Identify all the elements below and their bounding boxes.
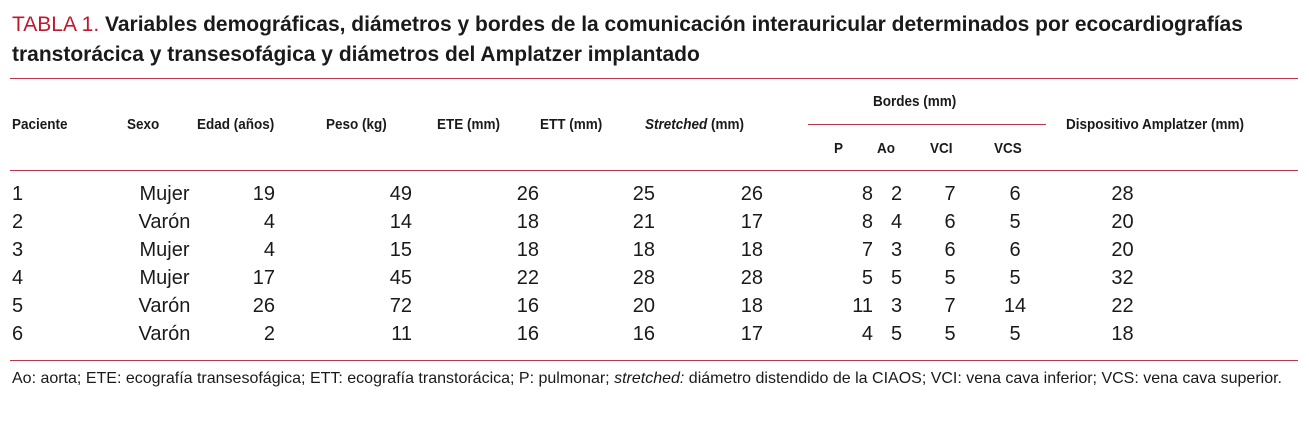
cell-edad: 4 — [263, 239, 275, 261]
cell-stretched: 28 — [740, 267, 763, 289]
header-edad: Edad (años) — [197, 116, 275, 133]
cell-ett: 28 — [632, 267, 655, 289]
cell-p: 5 — [861, 267, 873, 289]
cell-p: 11 — [852, 295, 873, 317]
cell-vci: 5 — [944, 267, 956, 289]
header-stretched-unit: (mm) — [711, 116, 745, 133]
cell-p: 8 — [861, 183, 873, 205]
table-row — [12, 236, 1195, 264]
cell-ao: 3 — [890, 239, 903, 261]
cell-stretched: 18 — [740, 295, 763, 317]
cell-stretched: 17 — [740, 323, 763, 345]
header-p: P — [834, 140, 844, 157]
cell-edad: 19 — [252, 183, 275, 205]
cell-sexo: Mujer — [139, 239, 190, 261]
cell-paciente: 4 — [12, 267, 24, 289]
cell-peso: 72 — [389, 295, 412, 317]
cell-peso: 14 — [389, 211, 412, 233]
cell-p: 8 — [861, 211, 873, 233]
cell-ao: 5 — [890, 267, 903, 289]
cell-peso: 45 — [389, 267, 412, 289]
cell-vci: 7 — [944, 295, 956, 317]
cell-paciente: 3 — [12, 239, 24, 261]
header-peso: Peso (kg) — [326, 116, 387, 133]
table-row — [12, 292, 1195, 320]
cell-vcs: 6 — [1009, 239, 1021, 261]
cell-dispositivo: 18 — [1111, 323, 1134, 345]
cell-ett: 25 — [632, 183, 655, 205]
cell-ete: 22 — [516, 267, 539, 289]
cell-vci: 6 — [944, 239, 956, 261]
header-ao: Ao — [877, 140, 895, 157]
header-ett: ETT (mm) — [540, 116, 603, 133]
cell-vci: 5 — [944, 323, 956, 345]
cell-ett: 21 — [632, 211, 655, 233]
header-dispositivo: Dispositivo Amplatzer (mm) — [1066, 116, 1245, 133]
cell-p: 4 — [861, 323, 873, 345]
cell-vcs: 14 — [1003, 295, 1027, 317]
cell-ete: 18 — [516, 211, 539, 233]
cell-ett: 18 — [632, 239, 655, 261]
footnote-part2: diámetro distendido de la CIAOS; VCI: vena cava inferior; VCS: vena cava superior. — [688, 370, 1282, 387]
cell-dispositivo: 22 — [1111, 295, 1134, 317]
cell-sexo: Varón — [138, 323, 191, 345]
cell-sexo: Mujer — [139, 267, 190, 289]
cell-paciente: 5 — [12, 295, 24, 317]
cell-paciente: 2 — [12, 211, 24, 233]
header-rule — [10, 170, 1298, 171]
cell-sexo: Mujer — [139, 183, 190, 205]
cell-peso: 49 — [389, 183, 412, 205]
footnote-part1: Ao: aorta; ETE: ecografía transesofágica; ETT: ecografía transtorácica; P: pulmonar; — [12, 370, 610, 387]
cell-paciente: 6 — [12, 323, 24, 345]
cell-ete: 18 — [516, 239, 539, 261]
header-sexo: Sexo — [127, 116, 160, 133]
cell-ete: 16 — [516, 295, 539, 317]
header-vcs: VCS — [994, 140, 1022, 157]
bordes-subrule — [808, 124, 1046, 125]
table-row — [12, 264, 1195, 292]
cell-ao: 5 — [890, 323, 903, 345]
cell-peso: 11 — [391, 323, 412, 345]
cell-ao: 3 — [890, 295, 903, 317]
header-ete: ETE (mm) — [437, 116, 501, 133]
bottom-rule — [10, 360, 1298, 361]
cell-edad: 2 — [263, 323, 275, 345]
cell-dispositivo: 20 — [1111, 211, 1134, 233]
cell-edad: 26 — [252, 295, 275, 317]
table-caption — [12, 10, 1297, 70]
table-row — [12, 180, 1195, 208]
cell-ao: 4 — [890, 211, 903, 233]
header-bordes: Bordes (mm) — [873, 93, 957, 110]
table-title: Variables demográficas, diámetros y bordes de la comunicación interauricular determinados por ecocardiografías transtorácica y transesofágica y diámetros del Amplatzer implantado — [12, 13, 1243, 66]
footnote — [12, 368, 1300, 390]
cell-dispositivo: 28 — [1111, 183, 1134, 205]
cell-vcs: 5 — [1009, 323, 1021, 345]
table-row — [12, 208, 1195, 236]
cell-sexo: Varón — [138, 211, 191, 233]
data-table — [12, 180, 1195, 348]
cell-dispositivo: 32 — [1111, 267, 1134, 289]
cell-edad: 17 — [252, 267, 275, 289]
cell-stretched: 18 — [740, 239, 763, 261]
cell-p: 7 — [861, 239, 873, 261]
footnote-italic: stretched: — [614, 370, 685, 387]
header-vci: VCI — [930, 140, 953, 157]
table-body — [12, 180, 1195, 348]
cell-vcs: 5 — [1009, 211, 1021, 233]
cell-ao: 2 — [890, 183, 903, 205]
cell-vci: 6 — [944, 211, 956, 233]
top-rule — [10, 78, 1298, 79]
cell-ete: 16 — [516, 323, 539, 345]
cell-paciente: 1 — [12, 183, 24, 205]
cell-ete: 26 — [516, 183, 539, 205]
cell-dispositivo: 20 — [1111, 239, 1134, 261]
cell-vcs: 6 — [1009, 183, 1021, 205]
cell-ett: 16 — [632, 323, 655, 345]
cell-sexo: Varón — [138, 295, 191, 317]
table-label: TABLA 1. — [12, 13, 100, 36]
cell-vcs: 5 — [1009, 267, 1021, 289]
header-stretched-italic: Stretched — [645, 116, 708, 133]
cell-ett: 20 — [632, 295, 655, 317]
cell-stretched: 26 — [740, 183, 763, 205]
cell-vci: 7 — [944, 183, 956, 205]
header-paciente: Paciente — [12, 116, 68, 133]
header-stretched — [645, 116, 744, 133]
table-row — [12, 320, 1195, 348]
cell-peso: 15 — [389, 239, 412, 261]
cell-edad: 4 — [263, 211, 275, 233]
cell-stretched: 17 — [740, 211, 763, 233]
